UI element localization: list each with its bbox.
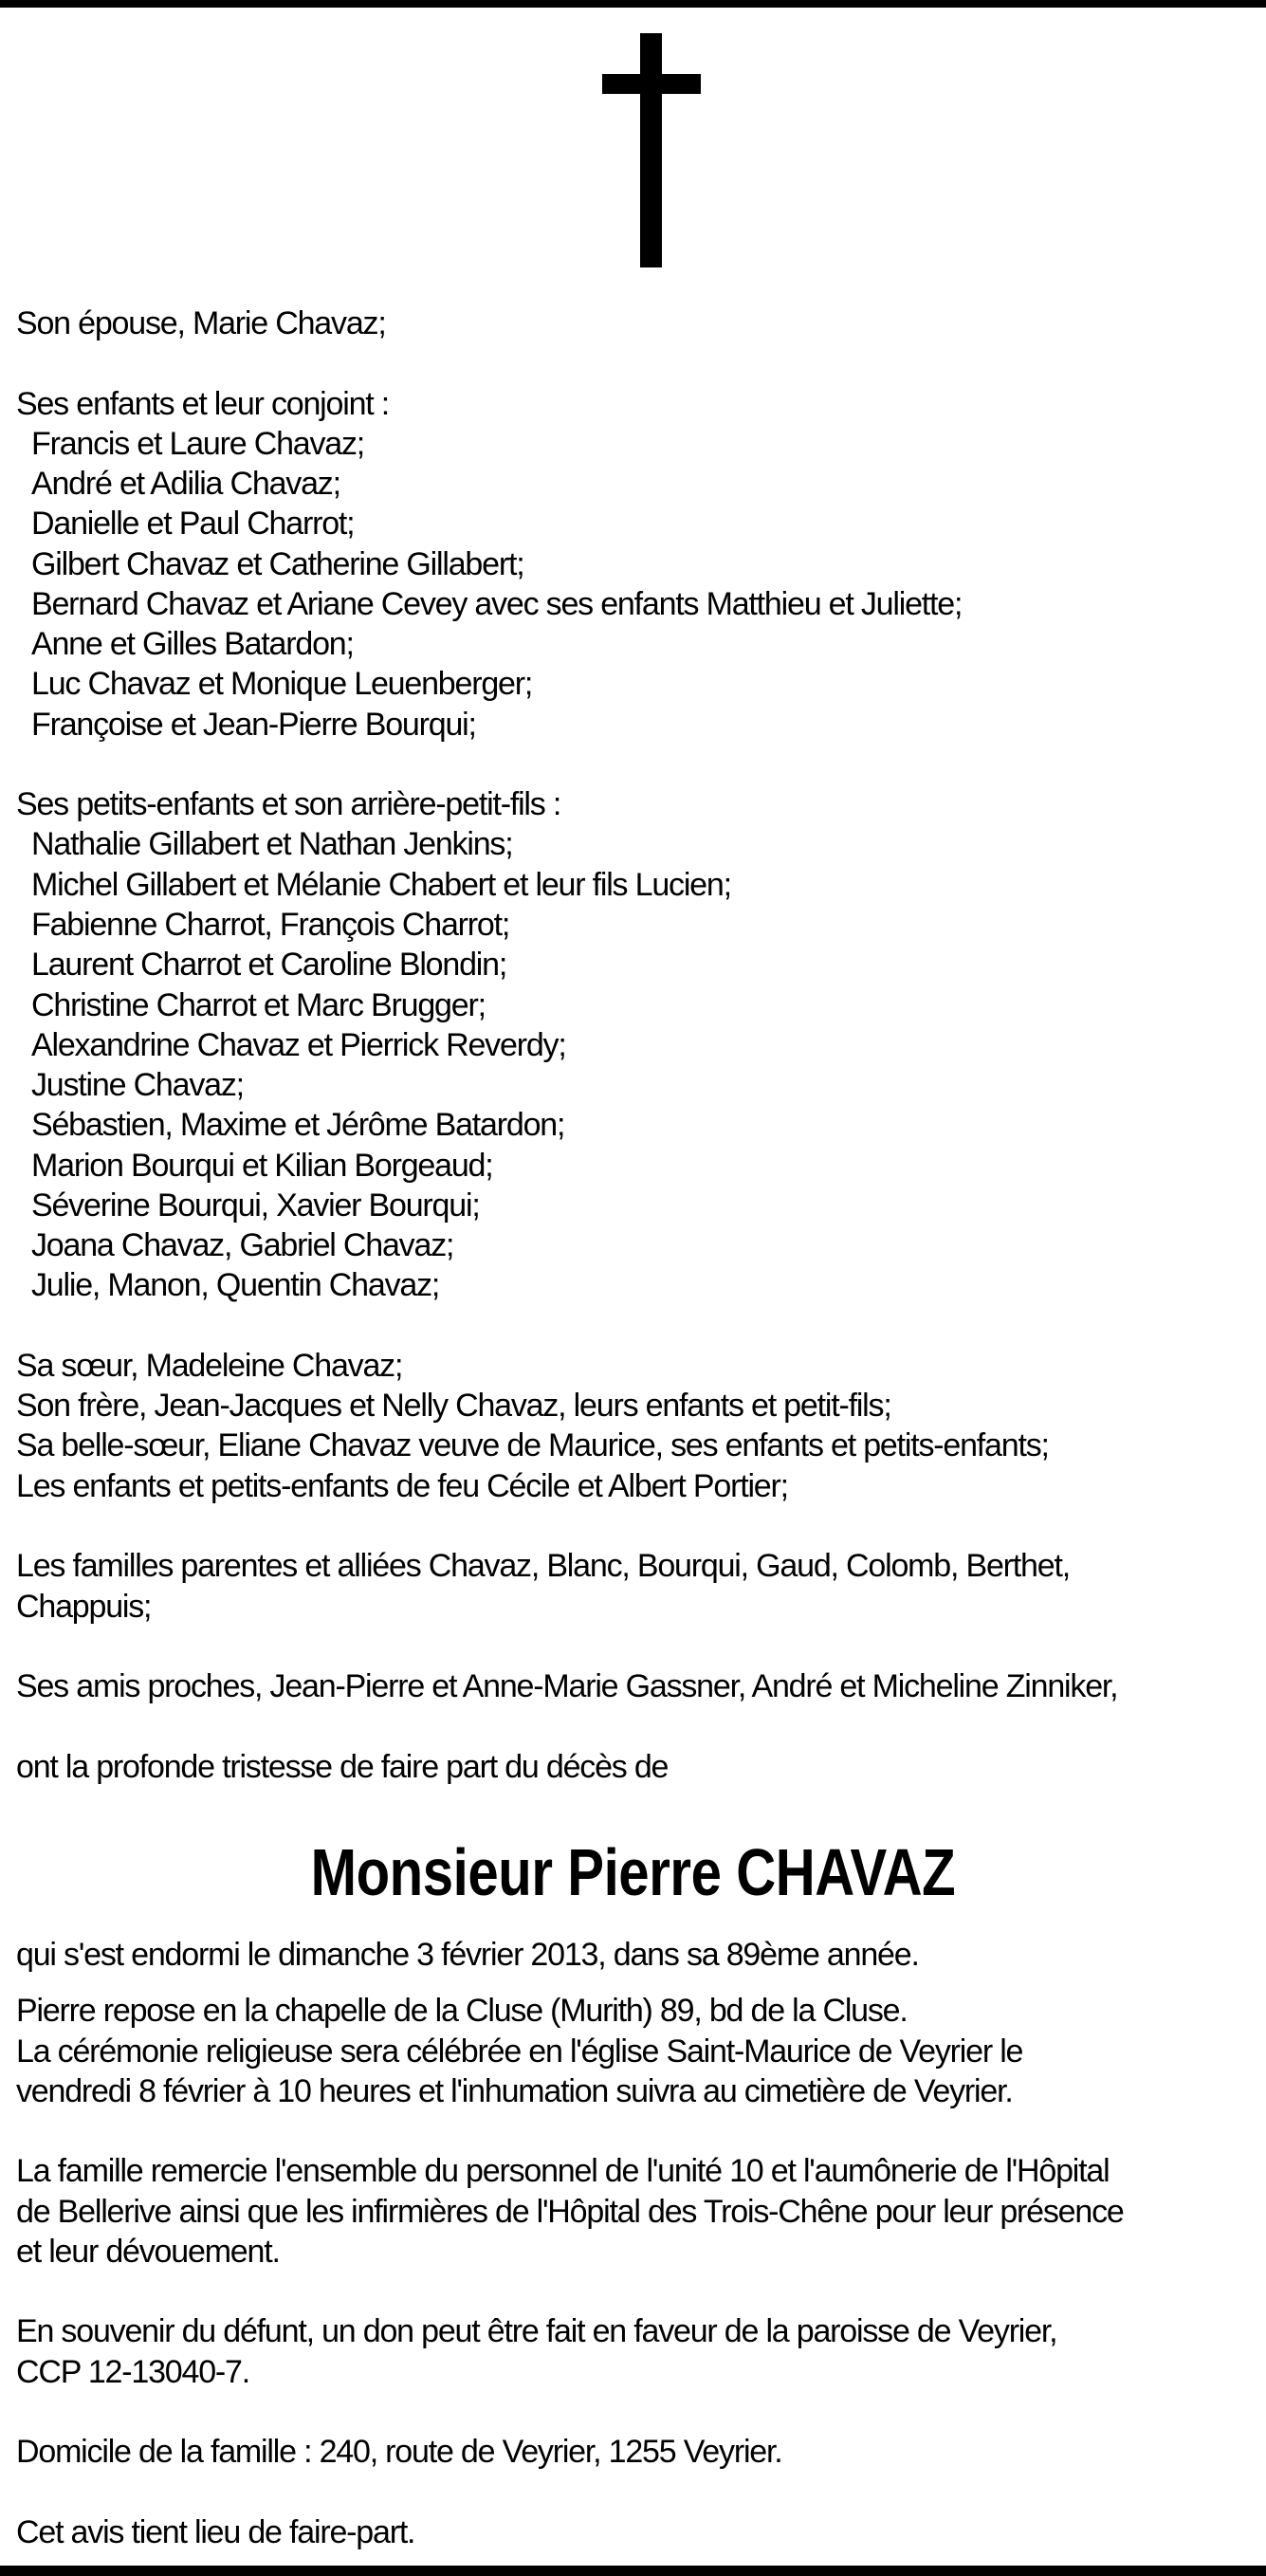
deceased-name-wrap [0, 1831, 1266, 1914]
text-line: Anne et Gilles Batardon; [31, 626, 354, 663]
text-line: Justine Chavaz; [31, 1067, 244, 1104]
text-line: Les familles parentes et alliées Chavaz, Blanc, Bourqui, Gaud, Colomb, Berthet, [16, 1548, 1070, 1585]
text-line: Danielle et Paul Charrot; [31, 506, 355, 543]
family-list [16, 304, 1266, 1787]
text-line: Son frère, Jean-Jacques et Nelly Chavaz, leurs enfants et petit-fils; [16, 1388, 891, 1425]
text-line: Michel Gillabert et Mélanie Chabert et leur fils Lucien; [31, 866, 731, 903]
cross-vertical-bar [640, 33, 662, 267]
text-line: Christine Charrot et Marc Brugger; [31, 986, 486, 1023]
children-heading: Ses enfants et leur conjoint : [16, 385, 390, 422]
cross-horizontal-bar [602, 74, 701, 94]
text-line: Laurent Charrot et Caroline Blondin; [31, 947, 507, 984]
text-line: Gilbert Chavaz et Catherine Gillabert; [31, 545, 524, 582]
text-line: La famille remercie l'ensemble du personnel de l'unité 10 et l'aumônerie de l'Hôpital [16, 2153, 1110, 2190]
text-line: ont la profonde tristesse de faire part du décès de [16, 1748, 669, 1785]
grandchildren-heading: Ses petits-enfants et son arrière-petit-fils : [16, 786, 561, 823]
text-line: Séverine Bourqui, Xavier Bourqui; [31, 1187, 480, 1224]
top-border [0, 0, 1266, 8]
text-line: Sébastien, Maxime et Jérôme Batardon; [31, 1107, 565, 1144]
friends-block [16, 1666, 1266, 1706]
text-line: André et Adilia Chavaz; [31, 466, 340, 503]
text-line: Sa sœur, Madeleine Chavaz; [16, 1347, 403, 1384]
text-line: qui s'est endormi le dimanche 3 février 2013, dans sa 89ème année. [16, 1937, 919, 1973]
text-line: Cet avis tient lieu de faire-part. [16, 2513, 415, 2550]
text-line: CCP 12-13040-7. [16, 2353, 249, 2390]
text-line: Sa belle-sœur, Eliane Chavaz veuve de Maurice, ses enfants et petits-enfants; [16, 1427, 1049, 1464]
text-line: Marion Bourqui et Kilian Borgeaud; [31, 1147, 493, 1184]
text-line: et leur dévouement. [16, 2233, 280, 2270]
text-line: Son épouse, Marie Chavaz; [16, 305, 386, 341]
details [16, 1935, 1266, 2552]
text-line: de Bellerive ainsi que les infirmières de l'Hôpital des Trois-Chêne pour leur présence [16, 2193, 1124, 2230]
siblings-block [16, 1346, 1266, 1506]
text-line: Bernard Chavaz et Ariane Cevey avec ses enfants Matthieu et Juliette; [31, 585, 963, 622]
text-line: Pierre repose en la chapelle de la Cluse (Murith) 89, bd de la Cluse. [16, 1993, 908, 2030]
text-line: En souvenir du défunt, un don peut être fait en faveur de la paroisse de Veyrier, [16, 2313, 1057, 2350]
text-line: Les enfants et petits-enfants de feu Cécile et Albert Portier; [16, 1467, 788, 1504]
text-line: vendredi 8 février à 10 heures et l'inhumation suivra au cimetière de Veyrier. [16, 2072, 1013, 2109]
text-line: Alexandrine Chavaz et Pierrick Reverdy; [31, 1026, 566, 1063]
text-line: Julie, Manon, Quentin Chavaz; [31, 1267, 440, 1304]
text-line: Nathalie Gillabert et Nathan Jenkins; [31, 826, 513, 863]
thanks-block [16, 2151, 1266, 2272]
text-line: La cérémonie religieuse sera célébrée en l'église Saint-Maurice de Veyrier le [16, 2033, 1023, 2070]
text-line: Domicile de la famille : 240, route de Veyrier, 1255 Veyrier. [16, 2434, 782, 2471]
children-block [16, 384, 1266, 745]
text-line: Joana Chavaz, Gabriel Chavaz; [31, 1227, 454, 1264]
donation-block [16, 2311, 1266, 2392]
text-line: Ses amis proches, Jean-Pierre et Anne-Marie Gassner, André et Micheline Zinniker, [16, 1668, 1118, 1705]
text-line: Francis et Laure Chavaz; [31, 425, 365, 462]
text-line: Françoise et Jean-Pierre Bourqui; [31, 706, 476, 743]
text-line: Fabienne Charrot, François Charrot; [31, 906, 510, 943]
families-block [16, 1546, 1266, 1627]
address-block [16, 2432, 1266, 2472]
death-info [16, 1935, 1266, 1975]
grandchildren-list [16, 824, 1266, 1305]
closing-block [16, 2512, 1266, 2552]
ceremony-block [16, 1991, 1266, 2111]
text-line: Luc Chavaz et Monique Leuenberger; [31, 666, 533, 703]
bottom-border [0, 2566, 1266, 2576]
spouse-block [16, 304, 1266, 343]
text-line: Chappuis; [16, 1588, 152, 1625]
announcement-block [16, 1747, 1266, 1787]
deceased-name: Monsieur Pierre CHAVAZ [310, 1835, 956, 1909]
grandchildren-block [16, 784, 1266, 1305]
children-list [16, 424, 1266, 745]
